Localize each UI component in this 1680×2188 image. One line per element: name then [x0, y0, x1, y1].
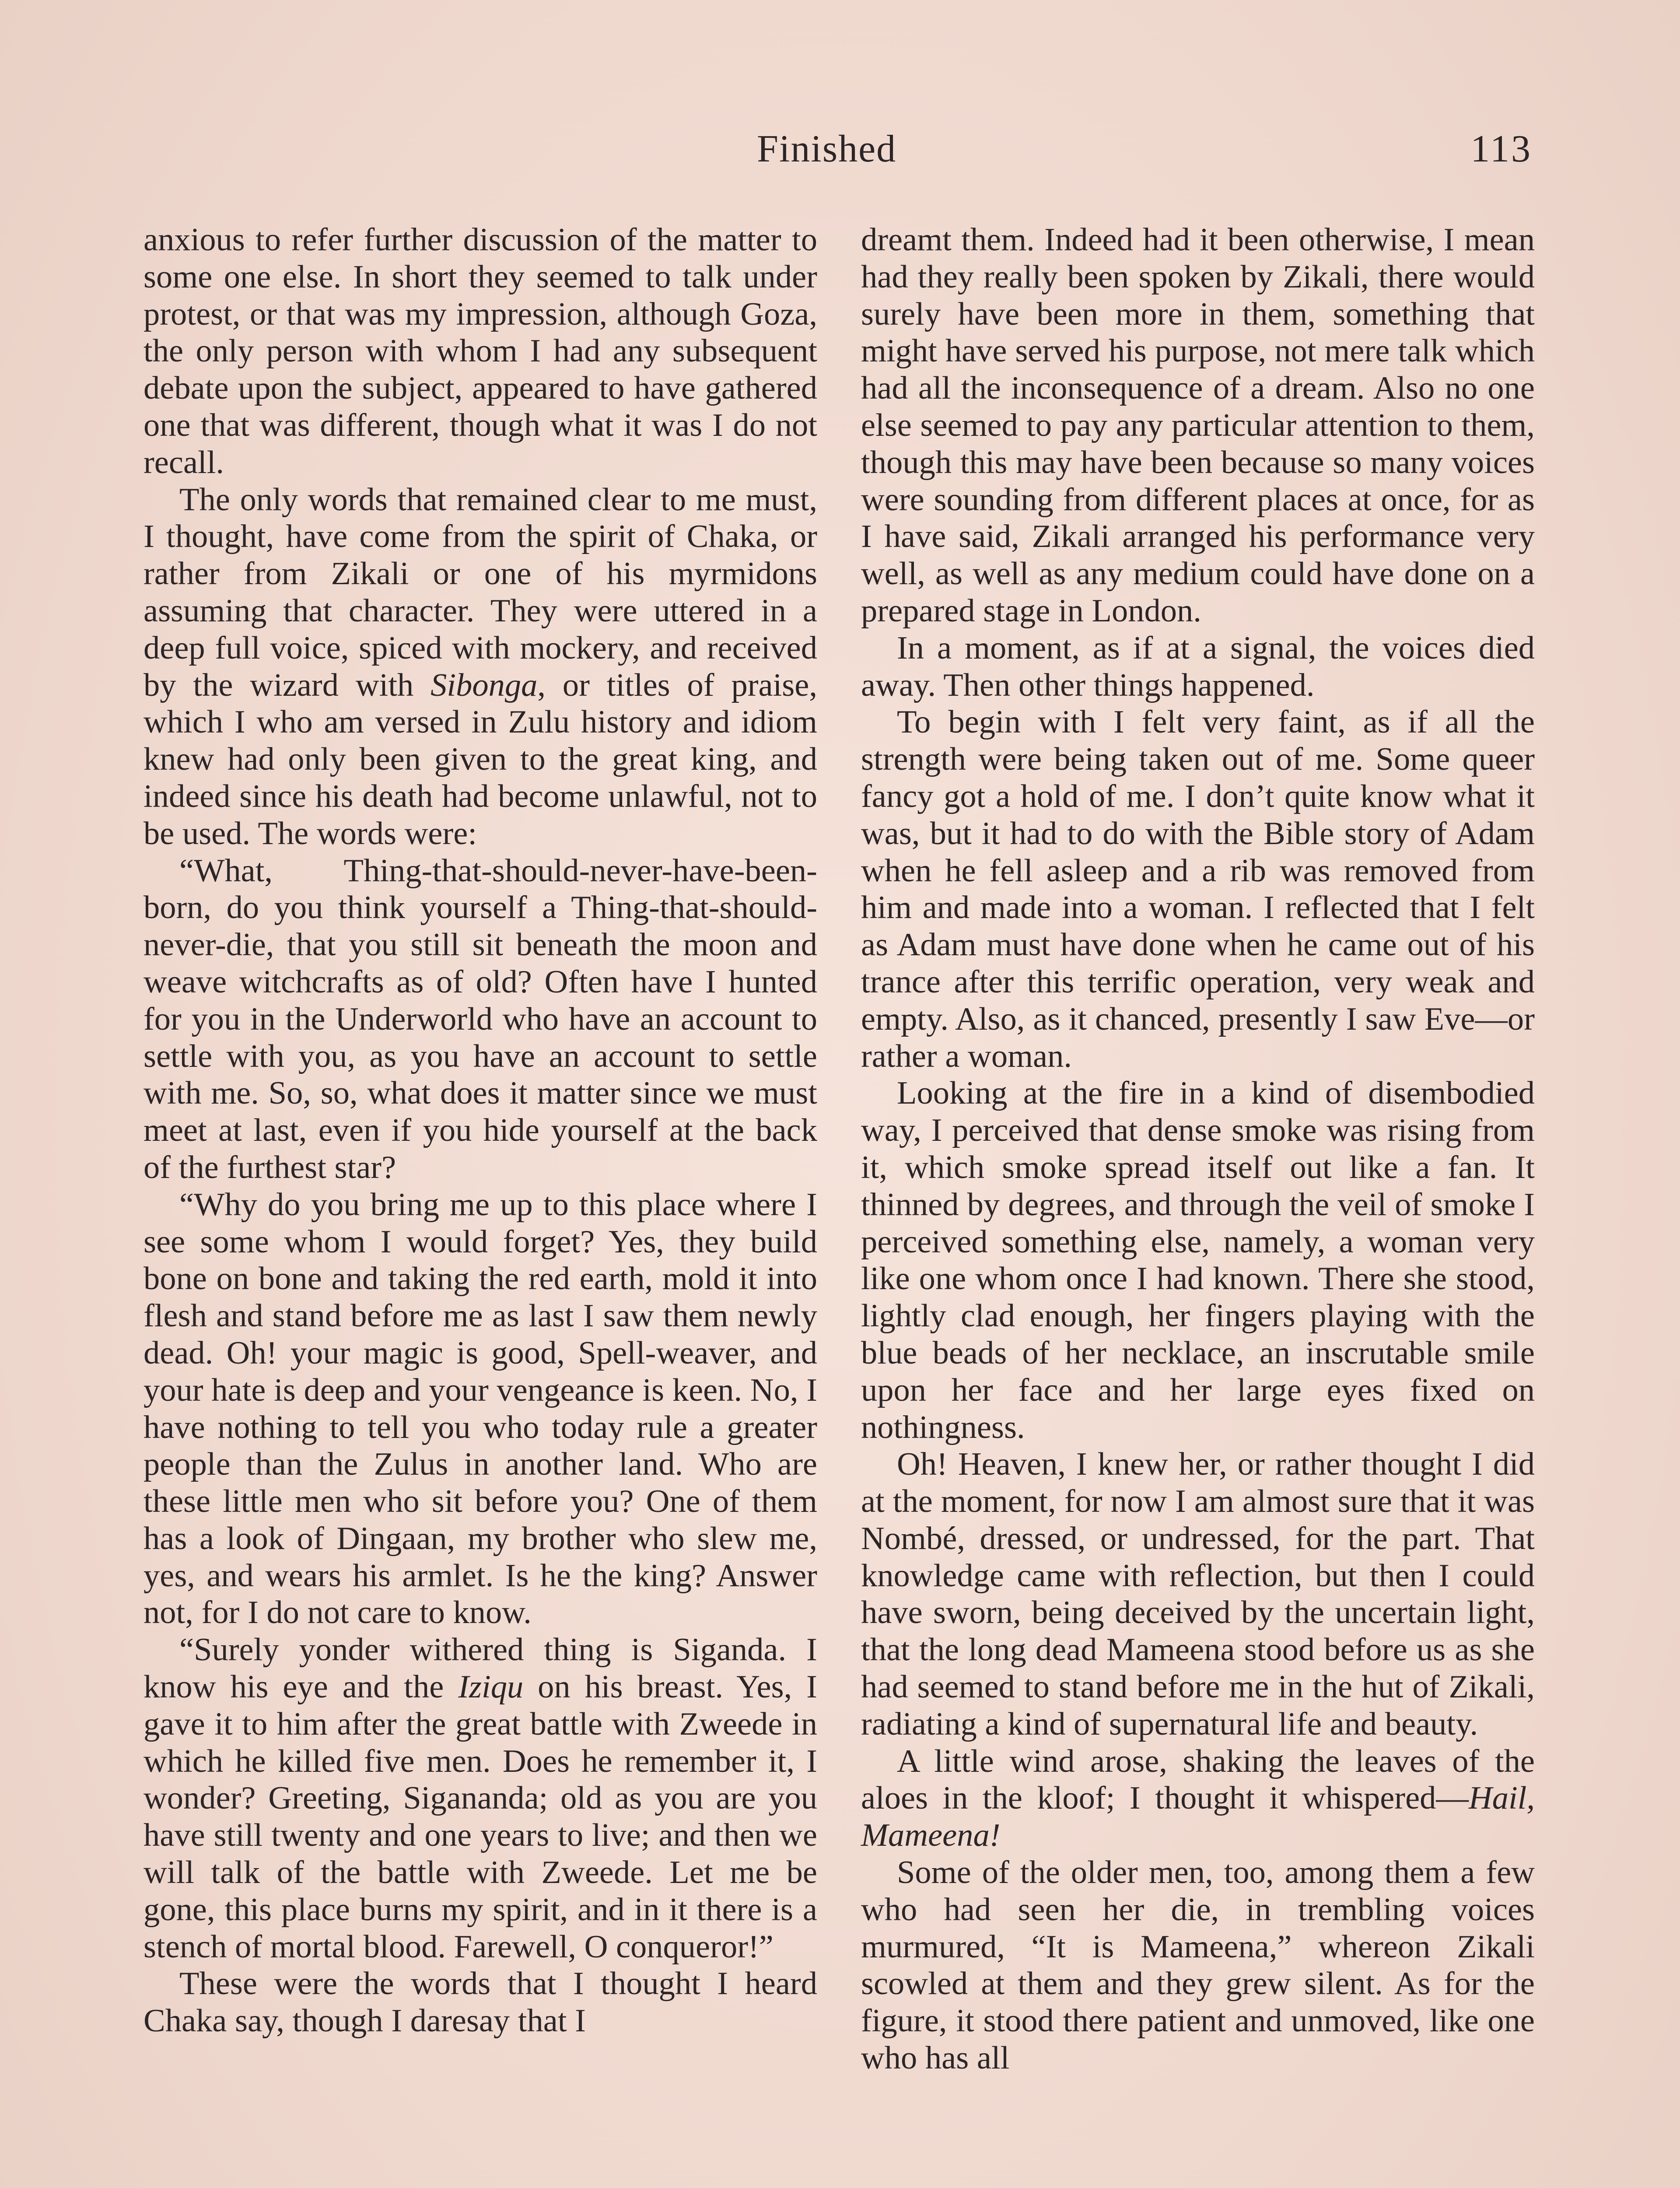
- italic-term: Iziqu: [458, 1669, 524, 1705]
- running-title: Finished: [757, 128, 897, 170]
- paragraph: [144, 1631, 817, 1965]
- italic-term: Sibonga: [430, 667, 538, 703]
- paragraph: Looking at the fire in a kind of disembodied way, I perceived that dense smoke was rising from it, which smoke spread itself out like a fan. It thinned by degrees, and through the veil of smoke I perceived something else, namely, a woman very like one whom once I had known. There she stood, lightly clad enough, her fingers playing with the blue beads of her necklace, an inscrutable smile upon her face and her large eyes fixed on nothingness.: [861, 1075, 1535, 1445]
- right-column: [861, 221, 1535, 2077]
- paragraph: dreamt them. Indeed had it been otherwise, I mean had they really been spoken by Zikali, there would surely have been more in them, something that might have served his purpose, not mere talk which had all the inconsequence of a dream. Also no one else seemed to pay any particular attention to them, though this may have been because so many voices were sounding from different places at once, for as I have said, Zikali arranged his performance very well, as well as any medium could have done on a prepared stage in London.: [861, 222, 1535, 629]
- text-run: The only words that remained clear to me must, I thought, have come from the spirit of Chaka, or rather from Zikali or one of his myrmidons assuming that character. They were uttered in a deep full voice, spiced with mockery, and received by the wizard with: [144, 481, 817, 703]
- left-column: [144, 221, 817, 2040]
- italic-term: Hail, Mameena!: [861, 1780, 1535, 1854]
- paragraph: In a moment, as if at a signal, the voices died away. Then other things happened.: [861, 630, 1535, 703]
- running-head: [0, 127, 1680, 179]
- paragraph: “What, Thing-that-should-never-have-been-born, do you think yourself a Thing-that-should-never-die, that you still sit beneath the moon and weave witchcrafts as of old? Often have I hunted for you in the Underworld who have an account to settle with you, as you have an account to settle with me. So, so, what does it matter since we must meet at last, even if you hide yourself at the back of the furthest star?: [144, 852, 817, 1185]
- paragraph: anxious to refer further discussion of the matter to some one else. In short they seemed to talk under protest, or that was my impression, although Goza, the only person with whom I had any subsequent debate upon the subject, appeared to have gathered one that was different, though what it was I do not recall.: [144, 222, 817, 480]
- text-run: on his breast. Yes, I gave it to him after the great battle with Zweede in which he killed five men. Does he remember it, I wonder? Greeting, Sigananda; old as you are you have still twenty and one years to live; and then we will talk of the battle with Zweede. Let me be gone, this place burns my spirit, and in it there is a stench of mortal blood. Farewell, O conqueror!”: [144, 1669, 817, 1965]
- paragraph: “Why do you bring me up to this place where I see some whom I would forget? Yes, they build bone on bone and taking the red earth, mold it into flesh and stand before me as last I saw them newly dead. Oh! your magic is good, Spell-weaver, and your hate is deep and your vengeance is keen. No, I have nothing to tell you who today rule a greater people than the Zulus in another land. Who are these little men who sit before you? One of them has a look of Dingaan, my brother who slew me, yes, and wears his armlet. Is he the king? Answer not, for I do not care to know.: [144, 1186, 817, 1631]
- paragraph: These were the words that I thought I heard Chaka say, though I daresay that I: [144, 1966, 817, 2039]
- paragraph: [144, 481, 817, 852]
- paragraph: Oh! Heaven, I knew her, or rather thought I did at the moment, for now I am almost sure that it was Nombé, dressed, or undressed, for the part. That knowledge came with reflection, but then I could have sworn, being deceived by the uncertain light, that the long dead Mameena stood before us as she had seemed to stand before me in the hut of Zikali, radiating a kind of supernatural life and beauty.: [861, 1446, 1535, 1742]
- text-run: , or titles of praise, which I who am versed in Zulu history and idiom knew had only been given to the great king, and indeed since his death had become unlawful, not to be used. The words were:: [144, 667, 817, 852]
- text-run: “Surely yonder withered thing is Siganda. I know his eye and the: [144, 1632, 817, 1705]
- paragraph: [861, 1743, 1535, 1854]
- paragraph: Some of the older men, too, among them a few who had seen her die, in trembling voices murmured, “It is Mameena,” whereon Zikali scowled at them and they grew silent. As for the figure, it stood there patient and unmoved, like one who has all: [861, 1855, 1535, 2076]
- text-run: A little wind arose, shaking the leaves of the aloes in the kloof; I thought it whispered—: [861, 1743, 1535, 1816]
- page-number: 113: [1470, 128, 1532, 170]
- paragraph: To begin with I felt very faint, as if all the strength were being taken out of me. Some queer fancy got a hold of me. I don’t quite know what it was, but it had to do with the Bible story of Adam when he fell asleep and a rib was removed from him and made into a woman. I reflected that I felt as Adam must have done when he came out of his trance after this terrific operation, very weak and empty. Also, as it chanced, presently I saw Eve—or rather a woman.: [861, 704, 1535, 1074]
